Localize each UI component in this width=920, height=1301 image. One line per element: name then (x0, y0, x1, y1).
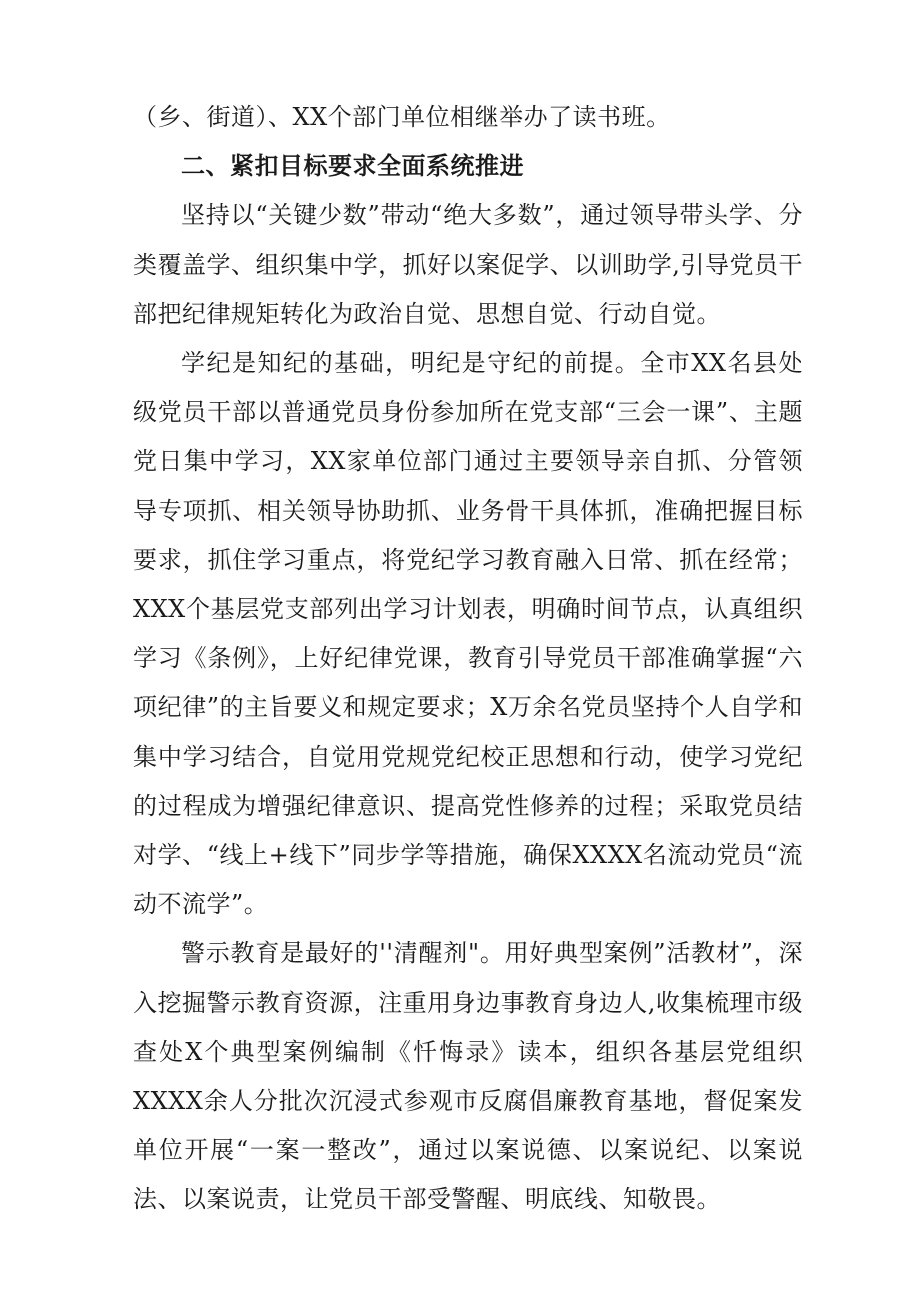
paragraph-warning-education: 警示教育是最好的''清醒剂"。用好典型案例”活教材”，深入挖掘警示教育资源，注重用身边事教育身边人,收集梳理市级查处X个典型案例编制《忏悔录》读本，组织各基层党组织XXXX余人分批次沉浸式参观市反腐倡廉教育基地，督促案发单位开展“一案一整改”，通过以案说德、以案说纪、以案说法、以案说责，让党员干部受警醒、明底线、知敬畏。 (133, 939, 803, 1214)
paragraph-study-discipline: 学纪是知纪的基础，明纪是守纪的前提。全市XX名县处级党员干部以普通党员身份参加所在党支部“三会一课”、主题党日集中学习，XX家单位部门通过主要领导亲自抓、分管领导专项抓、相关领导协助抓、业务骨干具体抓，准确把握目标要求，抓住学习重点，将党纪学习教育融入日常、抓在经常；XXX个基层党支部列出学习计划表，明确时间节点，认真组织学习《条例》，上好纪律党课，教育引导党员干部准确掌握“六项纪律”的主旨要义和规定要求；X万余名党员坚持个人自学和集中学习结合，自觉用党规党纪校正思想和行动，使学习党纪的过程成为增强纪律意识、提高党性修养的过程；采取党员结对学、“线上+线下”同步学等措施，确保XXXX名流动党员“流动不流学”。 (133, 349, 803, 919)
document-body (133, 93, 803, 1225)
paragraph-continuation: （乡、街道）、XX个部门单位相继举办了读书班。 (133, 103, 671, 131)
section-heading: 二、紧扣目标要求全面系统推进 (181, 152, 524, 181)
paragraph-strategy: 坚持以“关键少数”带动“绝大多数”，通过领导带头学、分类覆盖学、组织集中学，抓好以案促学、以训助学,引导党员干部把纪律规矩转化为政治自觉、思想自觉、行动自觉。 (133, 201, 803, 328)
